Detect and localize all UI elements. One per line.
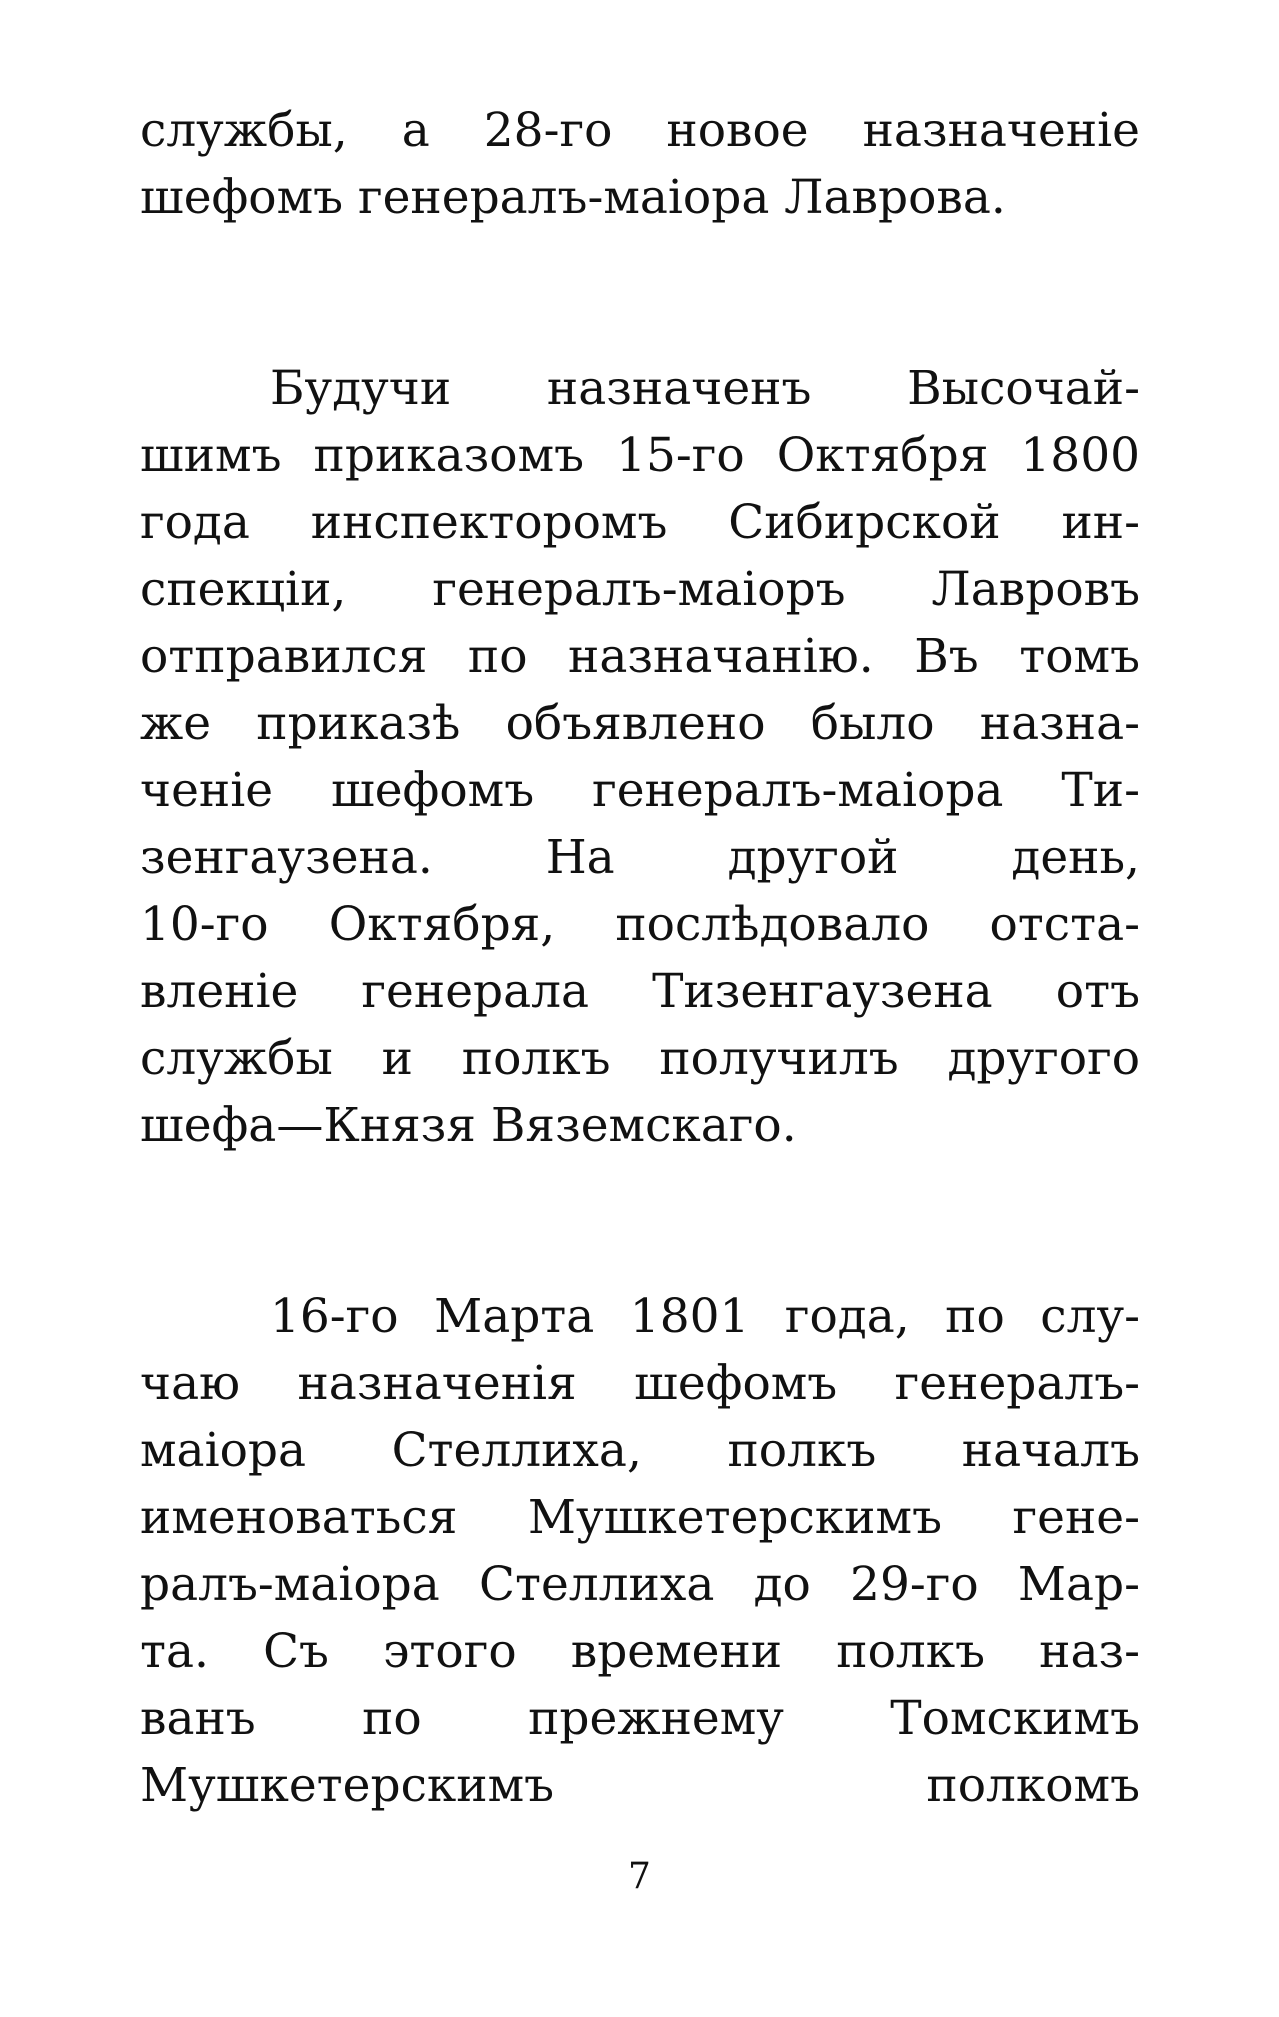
text-line: шефомъ генералъ-маіора Лаврова. (140, 170, 1006, 225)
text-line: же приказѣ объявлено было назна- (140, 696, 1140, 751)
text-line: службы, а 28-го новое назначеніе (140, 103, 1140, 158)
text-line: ванъ по прежнему Томскимъ (140, 1691, 1140, 1746)
text-line: службы и полкъ получилъ другого (140, 1031, 1140, 1086)
text-line: чаю назначенія шефомъ генералъ- (140, 1356, 1140, 1411)
text-line: вленіе генерала Тизенгаузена отъ (140, 964, 1140, 1019)
text-line: Мушкетерскимъ полкомъ (140, 1758, 1140, 1813)
text-line: именоваться Мушкетерскимъ гене- (140, 1490, 1140, 1545)
page-number: 7 (628, 1856, 651, 1897)
text-line: ралъ-маіора Стеллиха до 29-го Мар- (140, 1557, 1140, 1612)
paragraph-2 (140, 355, 1140, 1159)
text-line: спекціи, генералъ-маіоръ Лавровъ (140, 562, 1140, 617)
paragraph-1 (140, 97, 1140, 231)
text-line: маіора Стеллиха, полкъ началъ (140, 1423, 1140, 1478)
text-line: та. Съ этого времени полкъ наз- (140, 1624, 1140, 1679)
text-line: отправился по назначанію. Въ томъ (140, 629, 1140, 684)
text-line: 16-го Марта 1801 года, по слу- (270, 1289, 1140, 1344)
paragraph-3 (140, 1283, 1140, 1819)
text-line: шефа—Князя Вяземскаго. (140, 1098, 797, 1153)
text-line: 10-го Октября, послѣдовало отста- (140, 897, 1140, 952)
text-line: года инспекторомъ Сибирской ин- (140, 495, 1140, 550)
text-line: ченіе шефомъ генералъ-маіора Ти- (140, 763, 1140, 818)
text-line: Будучи назначенъ Высочай- (270, 361, 1140, 416)
text-line: шимъ приказомъ 15-го Октября 1800 (140, 428, 1140, 483)
text-line: зенгаузена. На другой день, (140, 830, 1140, 885)
